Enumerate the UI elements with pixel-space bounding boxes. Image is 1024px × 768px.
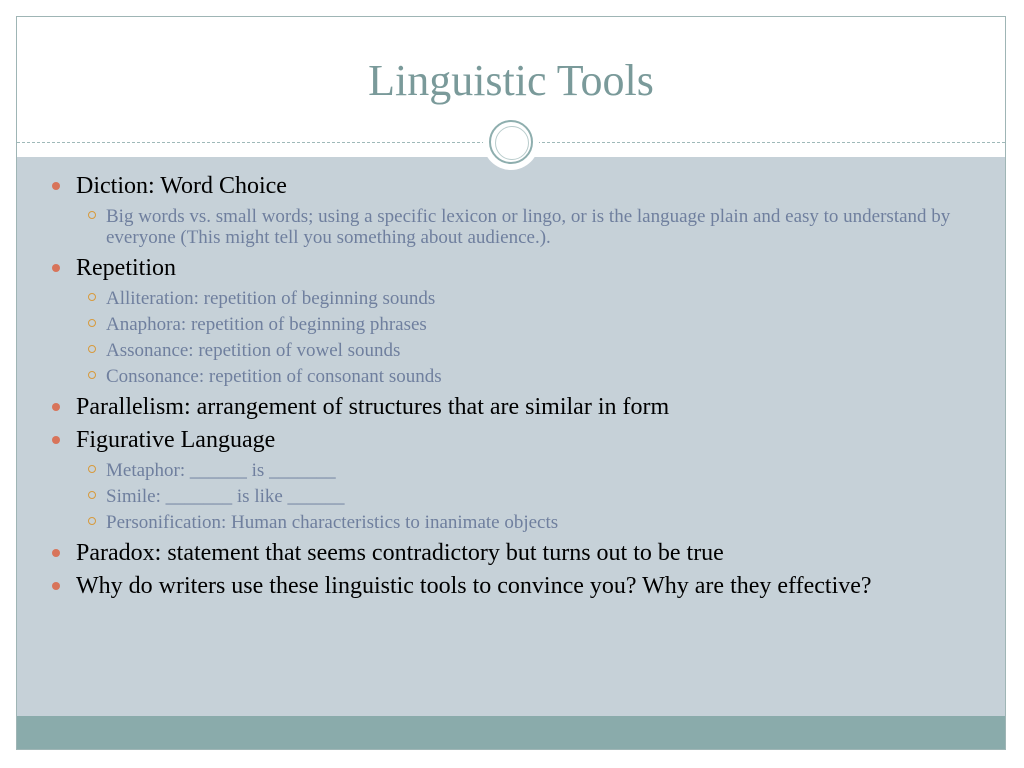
bullet-item (17, 255, 1005, 281)
slide (16, 16, 1006, 750)
hollow-circle-bullet-icon (88, 465, 96, 473)
bullet-list (17, 173, 1005, 606)
hollow-circle-bullet-icon (88, 293, 96, 301)
footer-bar (17, 716, 1005, 750)
filled-circle-bullet-icon (52, 436, 60, 444)
sub-bullet-text: Consonance: repetition of consonant sounds (106, 366, 442, 387)
sub-bullet-text: Anaphora: repetition of beginning phrases (106, 314, 427, 335)
bullet-item (17, 573, 1005, 599)
bullet-text: Figurative Language (76, 427, 276, 453)
sub-bullet-item (17, 314, 1005, 335)
sub-bullet-item (17, 460, 1005, 481)
sub-bullet-item (17, 206, 1005, 248)
filled-circle-bullet-icon (52, 264, 60, 272)
hollow-circle-bullet-icon (88, 345, 96, 353)
sub-bullet-text: Personification: Human characteristics to inanimate objects (106, 512, 559, 533)
hollow-circle-bullet-icon (88, 517, 96, 525)
double-ring-ornament-icon (483, 114, 539, 170)
filled-circle-bullet-icon (52, 403, 60, 411)
sub-bullet-item (17, 486, 1005, 507)
sub-bullet-text: Metaphor: ______ is _______ (106, 460, 336, 481)
sub-bullet-text: Assonance: repetition of vowel sounds (106, 340, 401, 361)
sub-bullet-item (17, 288, 1005, 309)
bullet-text: Parallelism: arrangement of structures that are similar in form (76, 394, 670, 420)
bullet-text: Repetition (76, 255, 176, 281)
bullet-item (17, 394, 1005, 420)
filled-circle-bullet-icon (52, 582, 60, 590)
bullet-text: Paradox: statement that seems contradictory but turns out to be true (76, 540, 724, 566)
slide-title: Linguistic Tools (368, 56, 654, 105)
sub-bullet-item (17, 366, 1005, 387)
sub-bullet-text: Big words vs. small words; using a specific lexicon or lingo, or is the language plain and easy to understand by everyone (This might tell you something about audience.). (106, 206, 951, 248)
bullet-item (17, 540, 1005, 566)
filled-circle-bullet-icon (52, 182, 60, 190)
sub-bullet-item (17, 512, 1005, 533)
bullet-item (17, 427, 1005, 453)
hollow-circle-bullet-icon (88, 371, 96, 379)
sub-bullet-text: Alliteration: repetition of beginning sounds (106, 288, 436, 309)
bullet-text: Diction: Word Choice (76, 173, 287, 199)
sub-bullet-text: Simile: _______ is like ______ (106, 486, 345, 507)
hollow-circle-bullet-icon (88, 319, 96, 327)
sub-bullet-item (17, 340, 1005, 361)
hollow-circle-bullet-icon (88, 211, 96, 219)
hollow-circle-bullet-icon (88, 491, 96, 499)
bullet-text: Why do writers use these linguistic tools to convince you? Why are they effective? (76, 573, 872, 599)
filled-circle-bullet-icon (52, 549, 60, 557)
bullet-item (17, 173, 1005, 199)
